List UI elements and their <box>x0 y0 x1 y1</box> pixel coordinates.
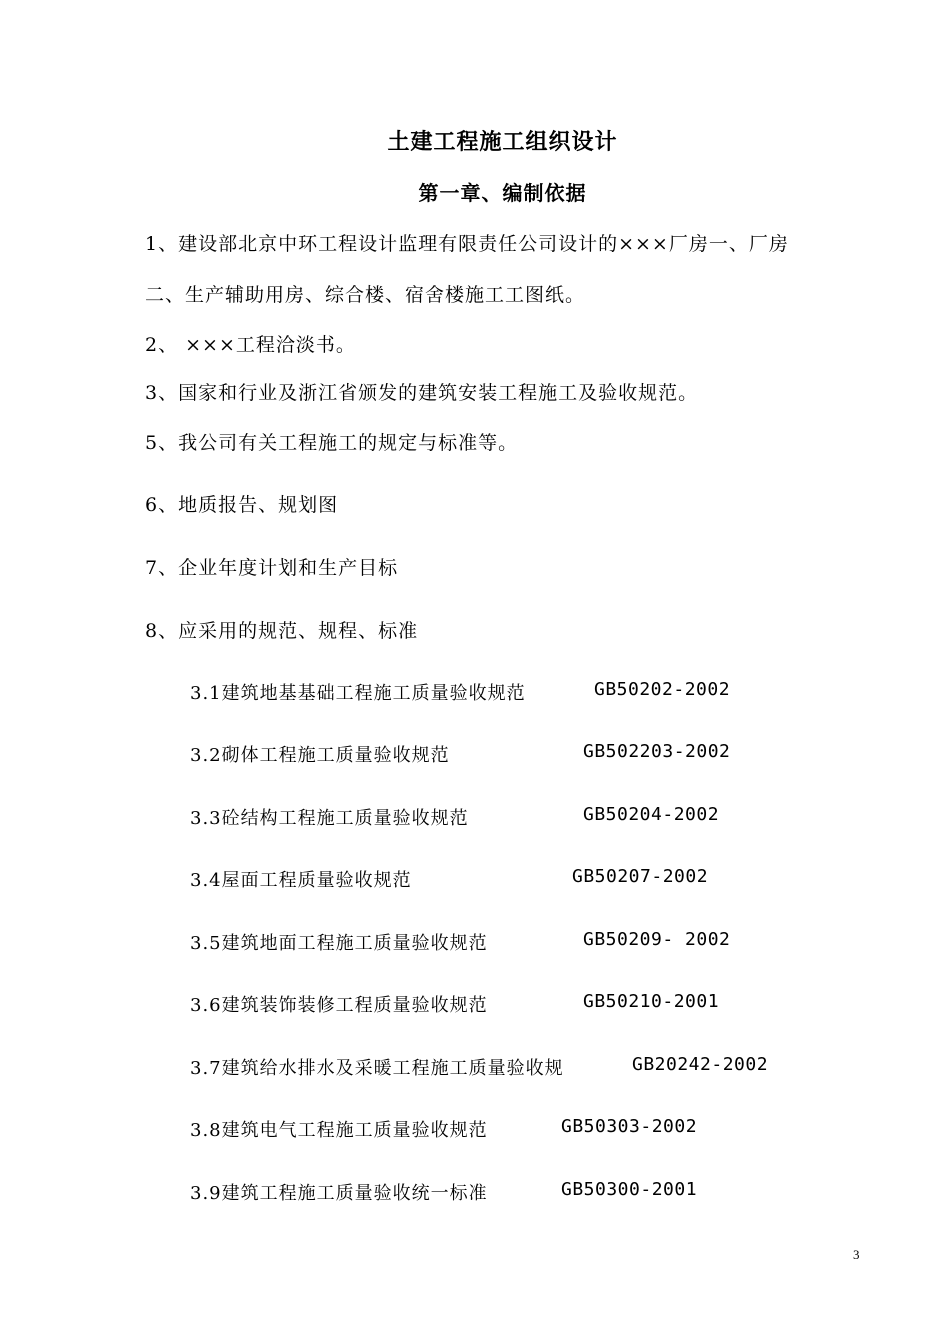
standard-name: 3.9建筑工程施工质量验收统一标准 <box>190 1183 488 1204</box>
standard-code: GB50207-2002 <box>572 866 709 887</box>
standard-code: GB50210-2001 <box>583 991 720 1012</box>
standard-name: 3.1建筑地基基础工程施工质量验收规范 <box>190 683 526 704</box>
document-title: 土建工程施工组织设计 <box>387 129 618 155</box>
standard-name: 3.2砌体工程施工质量验收规范 <box>190 745 450 766</box>
standard-row <box>190 1054 769 1080</box>
page-number: 3 <box>853 1247 860 1262</box>
item-3: 3、国家和行业及浙江省颁发的建筑安装工程施工及验收规范。 <box>145 382 699 404</box>
standard-code: GB50202-2002 <box>594 679 731 700</box>
item-5: 5、我公司有关工程施工的规定与标准等。 <box>145 432 519 454</box>
standard-code: GB50204-2002 <box>583 804 720 825</box>
standard-code: GB502203-2002 <box>583 741 731 762</box>
standard-row <box>190 991 720 1017</box>
standard-name: 3.5建筑地面工程施工质量验收规范 <box>190 933 488 954</box>
chapter-heading: 第一章、编制依据 <box>418 181 587 205</box>
standard-row <box>190 929 731 955</box>
item-7: 7、企业年度计划和生产目标 <box>145 557 399 579</box>
item-1-line-2: 二、生产辅助用房、综合楼、宿舍楼施工工图纸。 <box>145 284 586 306</box>
standard-row <box>190 679 731 705</box>
standard-name: 3.6建筑装饰装修工程质量验收规范 <box>190 995 488 1016</box>
standard-name: 3.7建筑给水排水及采暖工程施工质量验收规 <box>190 1058 564 1079</box>
standard-code: GB50300-2001 <box>561 1179 698 1200</box>
item-6: 6、地质报告、规划图 <box>145 494 339 516</box>
standard-name: 3.8建筑电气工程施工质量验收规范 <box>190 1120 488 1141</box>
standard-row <box>190 804 720 830</box>
standard-row <box>190 1179 698 1205</box>
standard-code: GB20242-2002 <box>632 1054 769 1075</box>
standard-code: GB50209- 2002 <box>583 929 731 950</box>
item-2: 2、 ×××工程洽淡书。 <box>145 334 356 356</box>
standard-row <box>190 866 709 892</box>
standard-name: 3.3砼结构工程施工质量验收规范 <box>190 808 469 829</box>
standard-row <box>190 741 731 767</box>
standard-row <box>190 1116 698 1142</box>
item-1-line-1: 1、建设部北京中环工程设计监理有限责任公司设计的×××厂房一、厂房 <box>145 233 789 255</box>
standard-code: GB50303-2002 <box>561 1116 698 1137</box>
standard-name: 3.4屋面工程质量验收规范 <box>190 870 412 891</box>
item-8: 8、应采用的规范、规程、标准 <box>145 620 419 642</box>
